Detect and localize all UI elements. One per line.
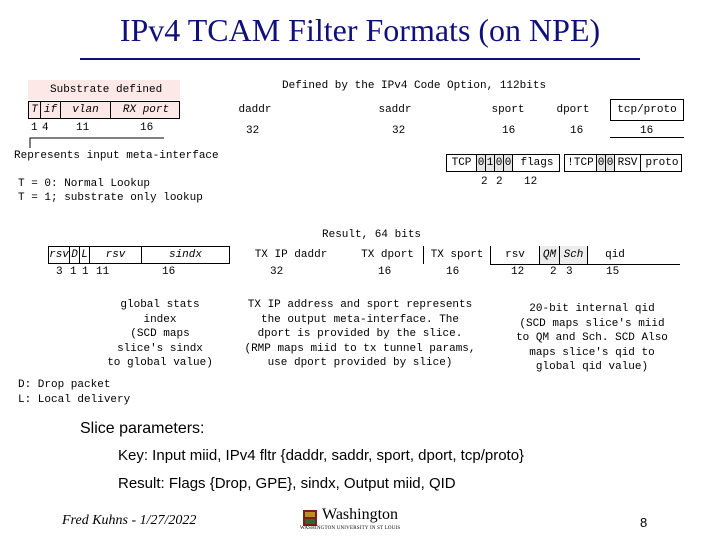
slice-heading: Slice parameters: (80, 420, 205, 437)
not-tcp-label: !TCP (565, 155, 597, 171)
filter-code-row (180, 101, 610, 119)
result-bits-drop: 1 (70, 266, 77, 278)
logo-sub: WASHINGTON UNIVERSITY IN ST LOUIS (300, 526, 401, 531)
note-tx-line: dport is provided by the slice. (257, 328, 463, 340)
footer-author: Fred Kuhns - 1/27/2022 (62, 513, 197, 528)
tcp-label: TCP (447, 155, 477, 171)
page-title: IPv4 TCAM Filter Formats (on NPE) (119, 12, 601, 48)
bits-if: 4 (42, 122, 49, 134)
t-note-substrate: T = 1; substrate only lookup (18, 192, 203, 204)
tcp-bits-b: 2 (496, 176, 503, 188)
local-note: L: Local delivery (18, 394, 131, 406)
result-tx-sport: TX sport (430, 249, 484, 261)
note-qid-line: 20-bit internal qid (529, 303, 655, 315)
bits-vlan: 11 (76, 122, 90, 134)
logo-word: Washington (322, 506, 399, 523)
result-bits-rsv-c: 12 (511, 266, 525, 278)
result-local: L (80, 246, 90, 264)
bits-rx-port: 16 (140, 122, 154, 134)
note-tx-line: the output meta-interface. The (260, 313, 460, 326)
result-rsv-c: rsv (490, 246, 540, 264)
tcp-flags: flags (520, 157, 554, 169)
note-sindx (98, 298, 222, 371)
crest-icon (302, 509, 318, 527)
result-bits-sch: 3 (566, 266, 573, 278)
bits-sport: 16 (502, 125, 516, 137)
page-number: 8 (640, 515, 648, 530)
note-sindx-line: to global value) (107, 357, 213, 369)
note-tx-line: TX IP address and sport represents (247, 299, 473, 311)
not-tcp-subfield-row (564, 154, 682, 172)
meta-interface-note: Represents input meta-interface (14, 150, 219, 162)
field-rx-port: RX port (122, 104, 170, 116)
note-tx (226, 298, 494, 371)
bits-daddr: 32 (246, 125, 260, 137)
substrate-defined-label: Substrate defined (50, 84, 163, 96)
tcp-proto-box (610, 99, 684, 121)
not-tcp-bit-0: 0 (597, 157, 605, 169)
bits-tcp-proto: 16 (640, 125, 654, 137)
note-sindx-line: (SCD maps (130, 328, 190, 340)
result-tx-dport: TX dport (352, 246, 424, 264)
t-note-normal: T = 0: Normal Lookup (18, 178, 151, 190)
result-bits-qm: 2 (550, 266, 557, 278)
note-qid (502, 302, 682, 375)
result-qm: QM (540, 246, 560, 264)
tcp-bit-0: 0 (477, 157, 485, 169)
result-bits-qid: 15 (606, 266, 620, 278)
field-if: if (41, 102, 61, 118)
bits-saddr: 32 (392, 125, 406, 137)
result-bits-tx-daddr: 32 (270, 266, 284, 278)
tcp-bit-2: 0 (495, 157, 503, 169)
result-sindx: sindx (142, 246, 230, 264)
tcp-bits-flags: 12 (524, 176, 538, 188)
result-right-underline (490, 264, 680, 265)
note-qid-line: maps slice's qid to (529, 346, 655, 359)
tcp-bit-3: 0 (504, 157, 512, 169)
note-sindx-line: index (143, 313, 177, 326)
not-tcp-proto: proto (645, 157, 679, 169)
note-qid-line: to QM and Sch. SCD Also (516, 332, 668, 344)
result-bits-rsv-a: 3 (56, 266, 63, 278)
code-option-label: Defined by the IPv4 Code Option, 112bits (282, 80, 547, 92)
result-sch: Sch (560, 246, 588, 264)
field-saddr: saddr (378, 104, 412, 116)
result-row (48, 246, 680, 264)
bits-dport: 16 (570, 125, 584, 137)
field-dport: dport (556, 104, 590, 116)
bits-t: 1 (31, 122, 38, 134)
title-underline (80, 58, 640, 60)
result-drop: D (70, 246, 80, 264)
result-rsv-b: rsv (90, 246, 142, 264)
field-t: T (29, 102, 41, 118)
result-bits-local: 1 (82, 266, 89, 278)
not-tcp-bit-1: 0 (606, 157, 614, 169)
washington-logo (300, 507, 420, 537)
tcp-bit-1: 1 (486, 157, 494, 169)
meta-interface-bracket (14, 134, 174, 150)
note-qid-line: global qid value) (535, 361, 649, 373)
note-sindx-line: slice's sindx (117, 342, 203, 355)
result-bits-rsv-b: 11 (96, 266, 110, 278)
note-qid-line: (SCD maps slice's miid (519, 317, 665, 330)
result-rsv-a: rsv (48, 246, 70, 264)
note-sindx-line: global stats (120, 299, 200, 311)
not-tcp-rsv: RSV (615, 155, 641, 171)
field-tcp-proto: tcp/proto (617, 104, 677, 116)
tcp-proto-underline (610, 137, 684, 138)
note-tx-line: use dport provided by slice) (267, 357, 453, 369)
result-tx-daddr: TX IP daddr (254, 249, 328, 261)
result-bits-sindx: 16 (162, 266, 176, 278)
result-label: Result, 64 bits (322, 229, 422, 241)
slice-result-line: Result: Flags {Drop, GPE}, sindx, Output miid, QID (118, 475, 456, 492)
note-tx-line: (RMP maps miid to tx tunnel params, (244, 342, 476, 355)
result-bits-tx-sport: 16 (446, 266, 460, 278)
field-vlan: vlan (61, 102, 111, 118)
slice-key-line: Key: Input miid, IPv4 fltr {daddr, saddr, sport, dport, tcp/proto} (118, 447, 525, 464)
result-bits-tx-dport: 16 (378, 266, 392, 278)
result-qid: qid (605, 249, 625, 261)
filter-substrate-row (28, 101, 180, 119)
drop-note: D: Drop packet (18, 379, 111, 391)
field-sport: sport (491, 104, 525, 116)
tcp-subfield-row (446, 154, 560, 172)
tcp-bits-a: 2 (481, 176, 488, 188)
field-daddr: daddr (238, 104, 272, 116)
